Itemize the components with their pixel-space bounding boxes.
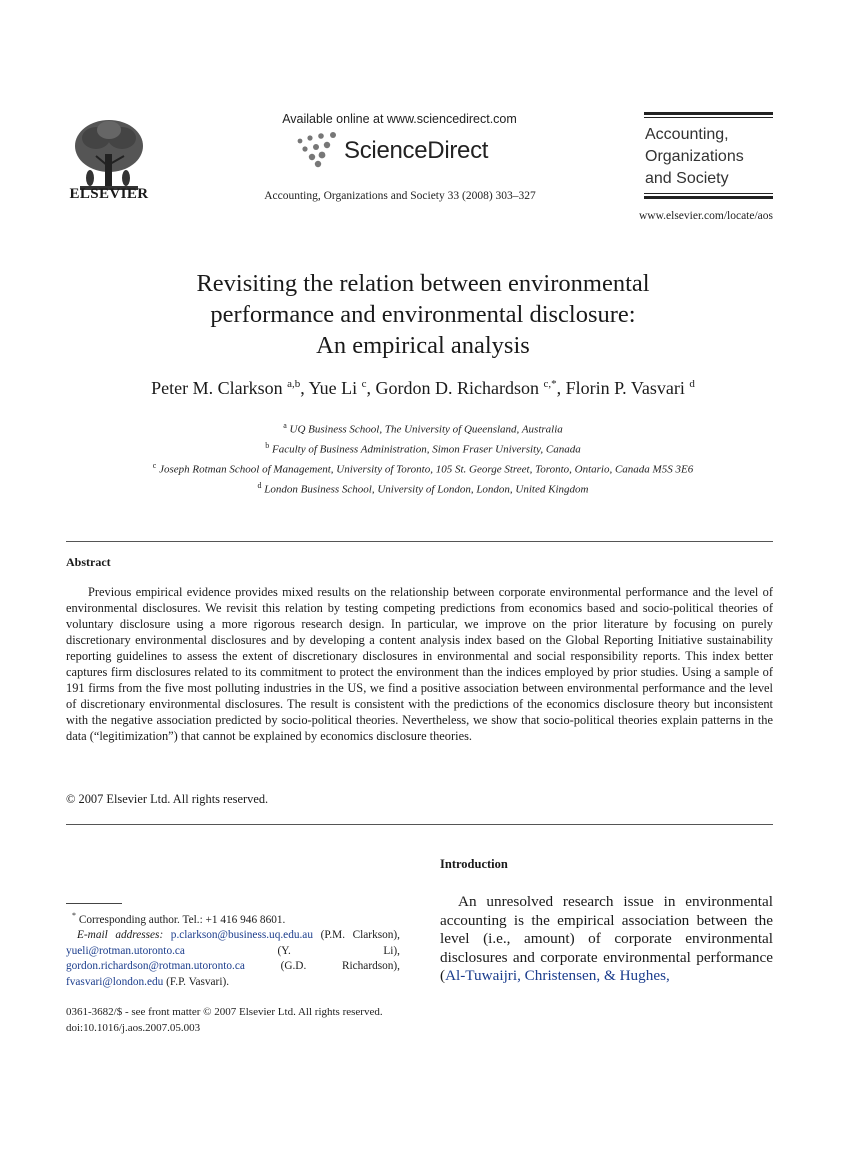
journal-citation: Accounting, Organizations and Society 33 (2008) 303–327 [264,190,536,202]
abstract-text: Previous empirical evidence provides mixed results on the relationship between corporate environmental performance and the level of environmental disclosures. We revisit this relation by testing competing predictions from economics based and socio-political theories of voluntary disclosure using a more rigorous research design. In particular, we improve on the prior literature by focusing on purely discretionary environmental disclosures and by developing a content analysis index based on the Global Reporting Initiative sustainability reporting guidelines to assess the extent of discretionary disclosures in environmental and social responsibility reports. This index better captures firm disclosures related to its commitment to protect the environment than the indices employed by prior studies. Using a sample of 191 firms from the five most polluting industries in the US, we find a positive association between environmental performance and the level of discretionary environmental disclosures. The result is consistent with the predictions of the economics disclosure theory but inconsistent with the negative association predicted by socio-political theories. Nevertheless, we show that socio-political theories explain patterns in the data (“legitimization”) that cannot be explained by economics disclosure theories. [66,585,773,743]
email-link[interactable]: p.clarkson@business.uq.edu.au [170,929,313,942]
email-link[interactable]: fvasvari@london.edu [66,975,164,988]
journal-rule [644,196,773,199]
divider [66,541,773,542]
email-link[interactable]: yueli@rotman.utoronto.ca [66,944,185,957]
publisher-name: ELSEVIER [69,186,149,202]
journal-rule [644,193,773,194]
email-link[interactable]: gordon.richardson@rotman.utoronto.ca [66,960,245,973]
affiliation: $^d$ London Business School, University of London, London, United Kingdom [257,481,589,497]
footnote: * Corresponding author. Tel.: +1 416 946 8601. E-mail addresses: p.clarkson@business.uq.edu.au (P.M. Clarkson), yueli@rotman.utoronto.ca (Y. Li), gordon.richardson@rotman.utoronto.ca (G.D. Richardson), fvasvari@london.edu (F.P. Vasvari). [66,911,401,988]
journal-rule [644,117,773,118]
sciencedirect-wordmark: ScienceDirect [344,137,489,164]
divider [66,824,773,825]
available-online-link[interactable]: Available online at www.sciencedirect.com [282,112,517,126]
author-name[interactable]: Peter M. Clarkson [151,378,283,398]
doi-link[interactable]: doi:10.1016/j.aos.2007.05.003 [66,1022,201,1034]
abstract-heading: Abstract [66,555,111,569]
journal-rule [644,112,773,115]
affiliation: $^c$ Joseph Rotman School of Management, University of Toronto, 105 St. George Street, Toronto, Ontario, Canada M5S 3E6 [152,461,694,476]
journal-title: Accounting, Organizations and Society [645,126,744,187]
introduction-text: An unresolved research issue in environmental accounting is the empirical association between the level (i.e., amount) of corporate environmental disclosures and corporate environmental performance (Al-Tuwaijri, Christensen, & Hughes, [440,893,773,984]
author-name[interactable]: Yue Li [308,378,358,398]
abstract-copyright: © 2007 Elsevier Ltd. All rights reserved. [66,792,269,806]
introduction-heading: Introduction [440,857,508,871]
journal-url-link[interactable]: www.elsevier.com/locate/aos [638,210,773,222]
affiliation: $^b$ Faculty of Business Administration, Simon Fraser University, Canada [265,441,581,456]
author-name[interactable]: Gordon D. Richardson [375,378,539,398]
affiliation: $^a$ UQ Business School, The University of Queensland, Australia [283,421,563,436]
affiliations [60,418,786,499]
author-list: Peter M. Clarkson $^{a,b}$, Yue Li $^c$, Gordon D. Richardson $^{c,*}$, Florin P. Vasvari $^d$ [151,378,695,398]
footnote-rule [66,903,122,904]
article-title: Revisiting the relation between environmental performance and environmental disclosure: An empirical analysis [196,270,650,359]
author-name[interactable]: Florin P. Vasvari [565,378,685,398]
front-matter: 0361-3682/$ - see front matter © 2007 Elsevier Ltd. All rights reserved. doi:10.1016/j.aos.2007.05.003 [66,1006,383,1034]
reference-link[interactable]: Al-Tuwaijri, Christensen, & Hughes, [445,967,670,984]
